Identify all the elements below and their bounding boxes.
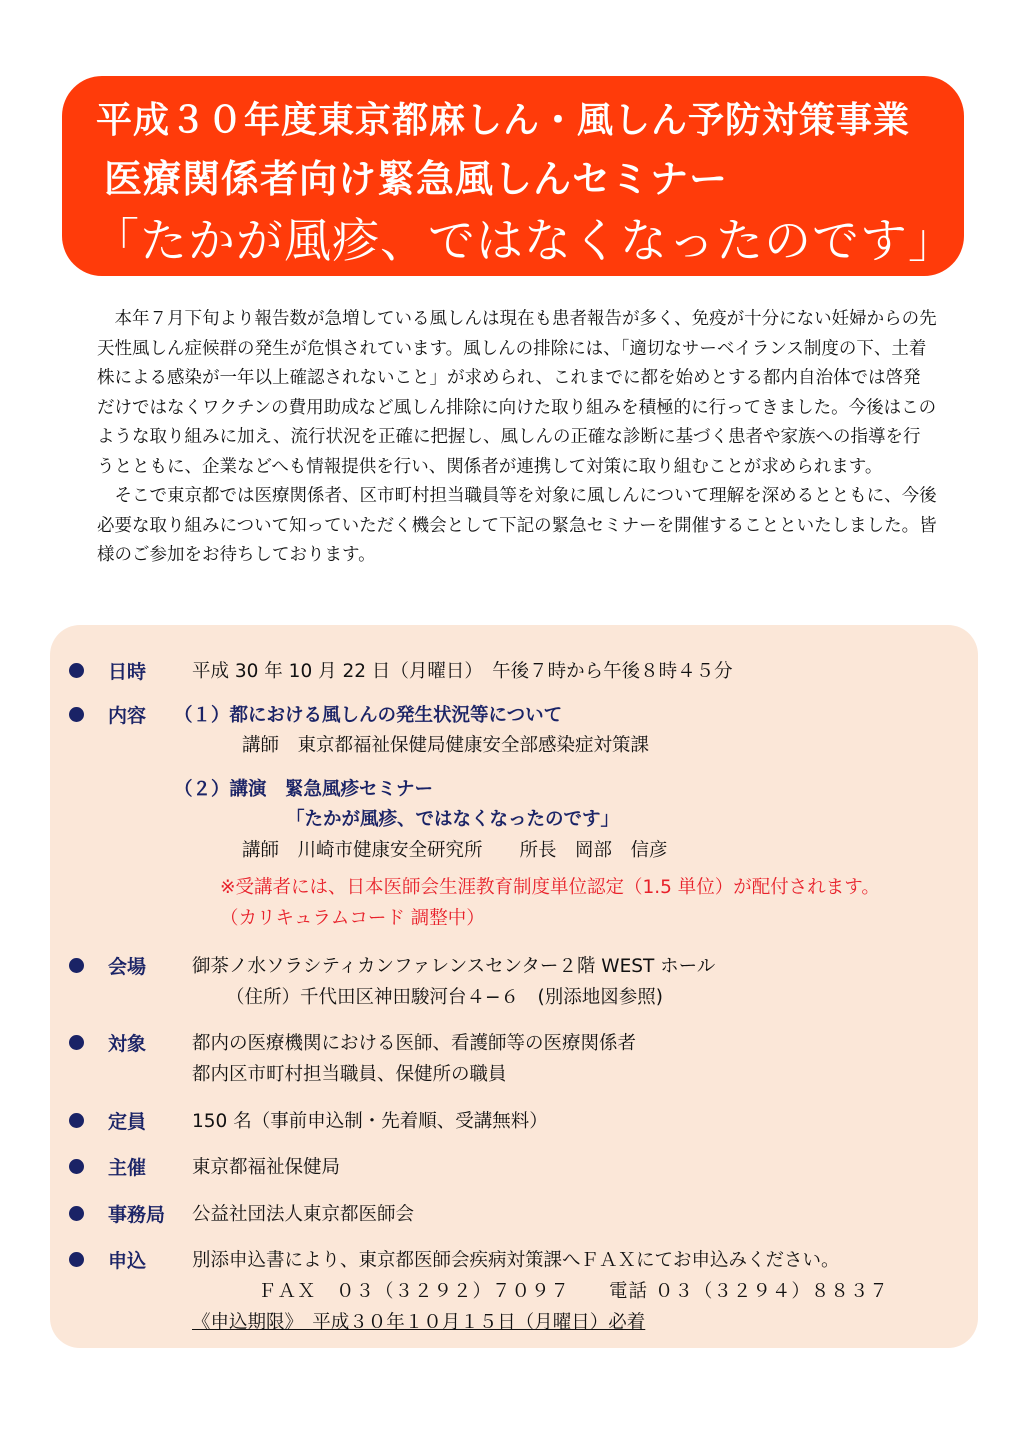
banner-program-title: 平成３０年度東京都麻しん・風しん予防対策事業 bbox=[96, 100, 911, 141]
banner-seminar-slogan: 「たかが風疹、ではなくなったのです」 bbox=[92, 214, 956, 269]
target-value-1: 都内の医療機関における医師、看護師等の医療関係者 bbox=[192, 1033, 637, 1054]
label-office: 事務局 bbox=[108, 1204, 166, 1226]
bullet-icon bbox=[69, 663, 84, 678]
target-value-2: 都内区市町村担当職員、保健所の職員 bbox=[192, 1064, 507, 1085]
label-target: 対象 bbox=[108, 1033, 147, 1055]
datetime-value: 平成 30 年 10 月 22 日（月曜日） 午後７時から午後８時４５分 bbox=[192, 661, 733, 682]
apply-deadline: 《申込期限》 平成３０年１０月１５日（月曜日）必着 bbox=[192, 1312, 646, 1333]
seminar-info-box bbox=[50, 625, 978, 1348]
apply-contact: ＦＡＸ ０３（３２９２）７０９７ 電話 ０３（３２９４）８８３７ bbox=[258, 1281, 889, 1302]
bullet-icon bbox=[69, 1113, 84, 1128]
label-content: 内容 bbox=[108, 705, 147, 727]
bullet-icon bbox=[69, 1159, 84, 1174]
content-item1-title: （１）都における風しんの発生状況等について bbox=[174, 705, 563, 726]
label-venue: 会場 bbox=[108, 956, 147, 978]
bullet-icon bbox=[69, 1206, 84, 1221]
venue-value: 御茶ノ水ソラシティカンファレンスセンター２階 WEST ホール bbox=[192, 956, 716, 977]
bullet-icon bbox=[69, 1252, 84, 1267]
host-value: 東京都福祉保健局 bbox=[192, 1157, 341, 1178]
label-apply: 申込 bbox=[108, 1250, 147, 1272]
bullet-icon bbox=[69, 958, 84, 973]
banner-seminar-title: 医療関係者向け緊急風しんセミナー bbox=[104, 157, 729, 201]
title-banner bbox=[62, 76, 964, 276]
intro-paragraph-1: 本年７月下旬より報告数が急増している風しんは現在も患者報告が多く、免疫が十分にない妊婦からの先天性風しん症候群の発生が危惧されています。風しんの排除には、「適切なサーベイランス制度の下、土着株による感染が一年以上確認されないこと」が求められ、これまでに都を始めとする都内自治体では啓発だけではなくワクチンの費用助成など風しん排除に向けた取り組みを積極的に行ってきました。今後はこのような取り組みに加え、流行状況を正確に把握し、風しんの正確な診断に基づく患者や家族への指導を行うとともに、企業などへも情報提供を行い、関係者が連携して対策に取り組むことが求められます。 bbox=[97, 309, 937, 477]
intro-text bbox=[97, 305, 937, 571]
content-item2-lecturer: 講師 川崎市健康安全研究所 所長 岡部 信彦 bbox=[242, 840, 668, 861]
bullet-icon bbox=[69, 1035, 84, 1050]
content-note-credit: ※受講者には、日本医師会生涯教育制度単位認定（1.5 単位）が配付されます。 bbox=[220, 877, 880, 898]
content-note-curriculum: （カリキュラムコード 調整中） bbox=[220, 908, 485, 929]
capacity-value: 150 名（事前申込制・先着順、受講無料） bbox=[192, 1111, 548, 1132]
content-item2-subtitle: 「たかが風疹、ではなくなったのです」 bbox=[286, 809, 620, 830]
content-item1-lecturer: 講師 東京都福祉保健局健康安全部感染症対策課 bbox=[242, 735, 650, 756]
content-item2-title: （２）講演 緊急風疹セミナー bbox=[174, 779, 434, 800]
label-host: 主催 bbox=[108, 1157, 147, 1179]
label-datetime: 日時 bbox=[108, 661, 147, 683]
bullet-icon bbox=[69, 707, 84, 722]
apply-value: 別添申込書により、東京都医師会疾病対策課へＦＡＸにてお申込みください。 bbox=[192, 1250, 840, 1271]
office-value: 公益社団法人東京都医師会 bbox=[192, 1204, 415, 1225]
intro-paragraph-2: そこで東京都では医療関係者、区市町村担当職員等を対象に風しんについて理解を深めるとともに、今後必要な取り組みについて知っていただく機会として下記の緊急セミナーを開催することといたしました。皆様のご参加をお待ちしております。 bbox=[97, 486, 937, 565]
label-capacity: 定員 bbox=[108, 1111, 147, 1133]
venue-address: （住所）千代田区神田駿河台４−６ (別添地図参照) bbox=[226, 987, 663, 1008]
